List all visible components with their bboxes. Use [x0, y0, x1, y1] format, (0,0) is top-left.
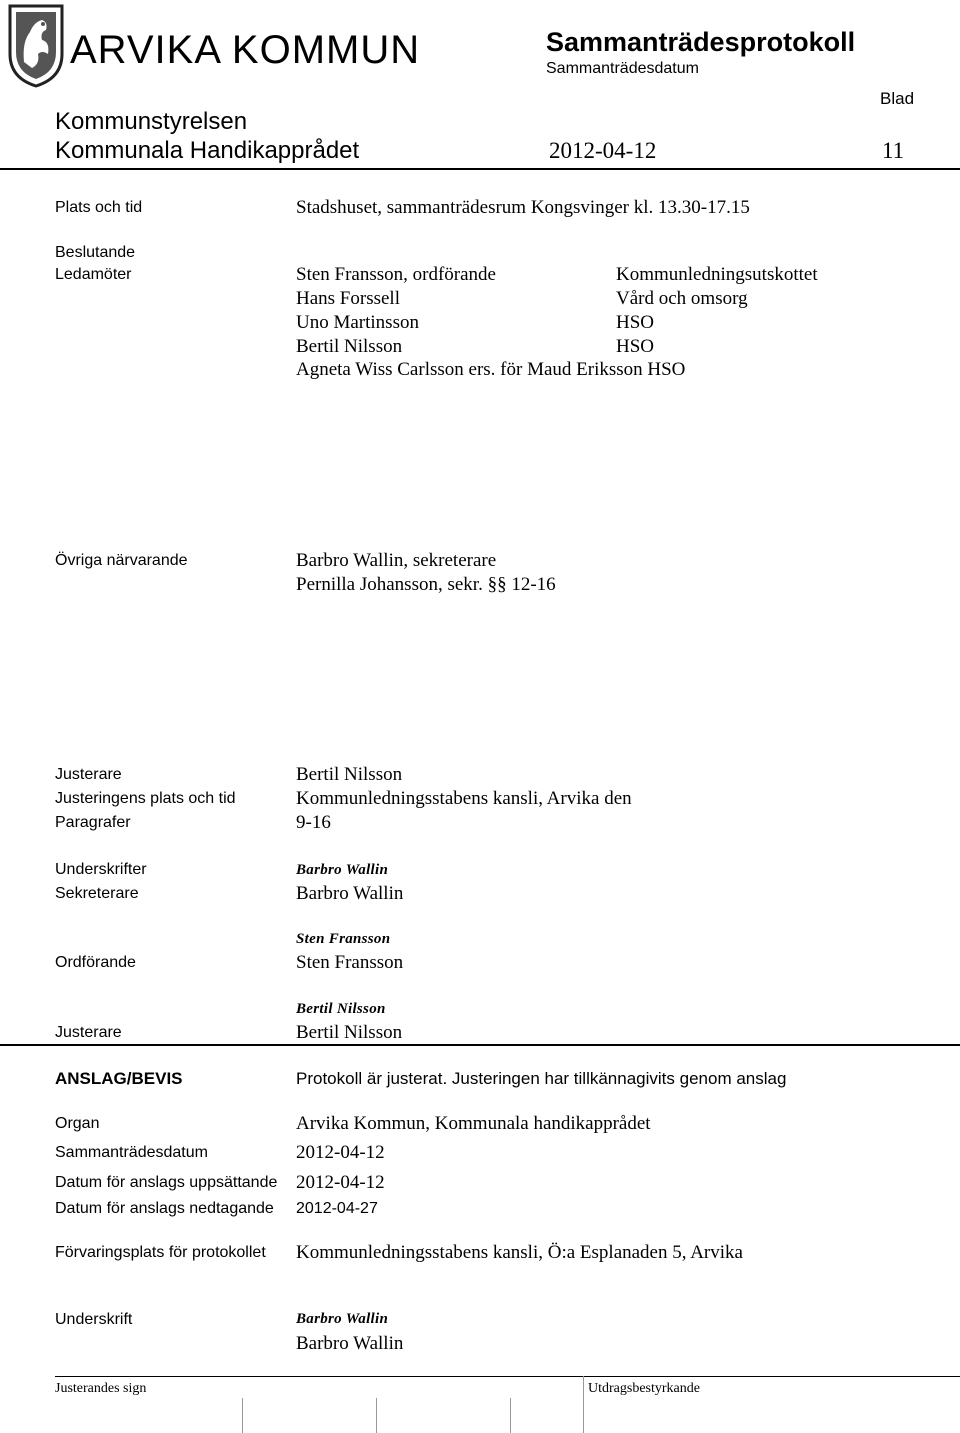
adjust-place-label: Justeringens plats och tid	[55, 790, 236, 807]
chair-label: Ordförande	[55, 954, 136, 971]
member-name: Sten Fransson, ordförande	[296, 264, 496, 285]
member-name: Uno Martinsson	[296, 312, 419, 333]
storage-label: Förvaringsplats för protokollet	[55, 1244, 266, 1261]
page-number: 11	[882, 138, 905, 163]
document-title: Sammanträdesprotokoll	[546, 27, 856, 57]
adjuster-sign-label: Justerare	[55, 1024, 122, 1041]
signature-label: Underskrift	[55, 1311, 133, 1328]
members-label: Ledamöter	[55, 266, 132, 283]
chair-signature: Sten Fransson	[296, 931, 391, 947]
secretary-label: Sekreterare	[55, 885, 139, 902]
notice-divider	[0, 1044, 960, 1046]
organization-name: Kommunstyrelsen	[55, 108, 248, 135]
notice-date-label: Sammanträdesdatum	[55, 1144, 208, 1161]
meeting-date: 2012-04-12	[549, 138, 657, 163]
place-value: Stadshuset, sammanträdesrum Kongsvinger kl. 13.30-17.15	[296, 197, 750, 218]
sign-box-divider	[242, 1398, 243, 1433]
member-org: HSO	[616, 312, 655, 333]
others-present-item: Pernilla Johansson, sekr. §§ 12-16	[296, 574, 556, 595]
notice-date-value: 2012-04-12	[296, 1142, 385, 1163]
substitute-member: Agneta Wiss Carlsson ers. för Maud Eriksson HSO	[296, 359, 686, 380]
others-present-item: Barbro Wallin, sekreterare	[296, 550, 497, 571]
notice-text: Protokoll är justerat. Justeringen har tillkännagivits genom anslag	[296, 1069, 787, 1088]
page-label: Blad	[880, 89, 915, 108]
adjuster-value: Bertil Nilsson	[296, 764, 403, 785]
posted-value: 2012-04-12	[296, 1172, 385, 1193]
sign-box-divider	[510, 1398, 511, 1433]
member-org: Vård och omsorg	[616, 288, 748, 309]
committee-name: Kommunala Handikapprådet	[55, 137, 360, 164]
adjuster-signature: Bertil Nilsson	[296, 1001, 386, 1017]
header-divider	[0, 168, 960, 170]
member-org: Kommunledningsutskottet	[616, 264, 818, 285]
secretary-signature: Barbro Wallin	[296, 862, 389, 878]
notice-signer-name: Barbro Wallin	[296, 1333, 404, 1354]
footer-adjusters-sign: Justerandes sign	[55, 1381, 147, 1396]
chair-name: Sten Fransson	[296, 952, 404, 973]
footer-divider	[55, 1376, 960, 1377]
adjuster-sign-name: Bertil Nilsson	[296, 1022, 403, 1043]
member-org: HSO	[616, 336, 655, 357]
paragraphs-value: 9-16	[296, 812, 331, 833]
storage-value: Kommunledningsstabens kansli, Ö:a Esplanaden 5, Arvika	[296, 1242, 743, 1263]
posted-label: Datum för anslags uppsättande	[55, 1174, 278, 1191]
member-name: Bertil Nilsson	[296, 336, 403, 357]
logo-wordmark: ARVIKA KOMMUN	[70, 28, 421, 72]
member-name: Hans Forssell	[296, 288, 400, 309]
secretary-name: Barbro Wallin	[296, 883, 404, 904]
place-label: Plats och tid	[55, 199, 143, 216]
decision-makers-label: Beslutande	[55, 244, 136, 261]
adjust-place-value: Kommunledningsstabens kansli, Arvika den	[296, 788, 632, 809]
adjuster-label: Justerare	[55, 766, 122, 783]
meeting-date-header-label: Sammanträdesdatum	[546, 60, 699, 77]
coat-of-arms-logo	[6, 2, 66, 88]
notice-signature: Barbro Wallin	[296, 1311, 389, 1327]
removed-label: Datum för anslags nedtagande	[55, 1200, 274, 1217]
removed-value: 2012-04-27	[296, 1200, 378, 1217]
others-present-label: Övriga närvarande	[55, 552, 188, 569]
organ-value: Arvika Kommun, Kommunala handikapprådet	[296, 1113, 651, 1134]
sign-box-divider	[376, 1398, 377, 1433]
notice-title: ANSLAG/BEVIS	[55, 1069, 183, 1088]
sign-box-divider	[583, 1376, 584, 1433]
footer-extract-verification: Utdragsbestyrkande	[588, 1381, 700, 1396]
signatures-label: Underskrifter	[55, 861, 147, 878]
paragraphs-label: Paragrafer	[55, 814, 131, 831]
organ-label: Organ	[55, 1115, 100, 1132]
